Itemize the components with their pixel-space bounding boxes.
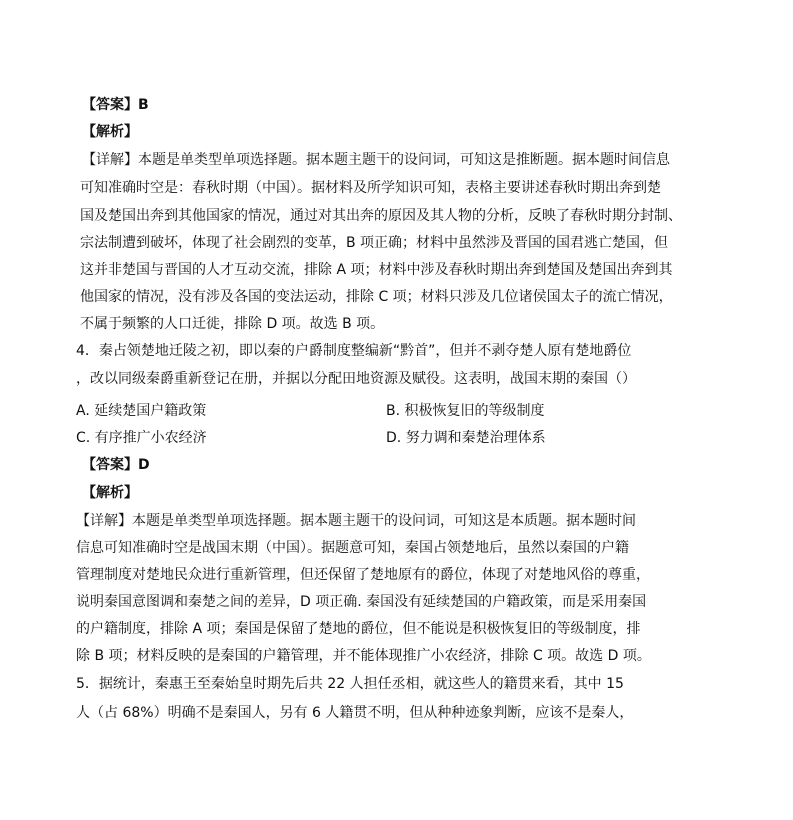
q4-stem-line-1: 4．秦占领楚地迁陵之初，即以秦的户爵制度整编新“黔首”，但并不剥夺楚人原有楚地爵位 xyxy=(76,343,632,359)
q3-detail-line-4: 宗法制遭到破坏，体现了社会剧烈的变革，B 项正确；材料中虽然涉及晋国的国君逃亡楚国，但 xyxy=(80,235,669,251)
q4-detail-line-5: 的户籍制度，排除 A 项；秦国是保留了楚地的爵位，但不能说是积极恢复旧的等级制度，排 xyxy=(76,621,641,637)
q4-detail-line-3: 管理制度对楚地民众进行重新管理，但还保留了楚地原有的爵位，体现了对楚地风俗的尊重， xyxy=(76,567,650,583)
q4-detail-line-4: 说明秦国意图调和秦楚之间的差异，D 项正确. 秦国没有延续楚国的户籍政策，而是采用秦国 xyxy=(76,594,647,610)
q3-detail-line-5: 这并非楚国与晋国的人才互动交流，排除 A 项；材料中涉及春秋时期出奔到楚国及楚国出奔到其 xyxy=(80,262,673,278)
q4-option-a: A. 延续楚国户籍政策 xyxy=(76,403,207,419)
q4-option-c: C. 有序推广小农经济 xyxy=(76,430,207,446)
q4-detail-line-2: 信息可知准确时空是战国末期（中国）。据题意可知，秦国占领楚地后，虽然以秦国的户籍 xyxy=(76,540,629,556)
q3-detail-line-1: 【详解】本题是单类型单项选择题。据本题主题干的设问词，可知这是推断题。据本题时间信息 xyxy=(82,152,670,168)
q5-stem-line-1: 5．据统计，秦惠王至秦始皇时期先后共 22 人担任丞相，就这些人的籍贯来看，其中 15 xyxy=(76,676,624,692)
q3-answer: 【答案】B xyxy=(82,97,149,113)
q5-stem-line-2: 人（占 68%）明确不是秦国人，另有 6 人籍贯不明，但从种种迹象判断，应该不是秦人， xyxy=(76,705,634,721)
q4-option-d: D. 努力调和秦楚治理体系 xyxy=(386,430,546,446)
q4-detail-line-6: 除 B 项；材料反映的是秦国的户籍管理，并不能体现推广小农经济，排除 C 项。故选 D 项。 xyxy=(76,648,651,664)
q3-detail-line-6: 他国家的情况，没有涉及各国的变法运动，排除 C 项；材料只涉及几位诸侯国太子的流亡情况， xyxy=(80,289,673,305)
q4-answer: 【答案】D xyxy=(82,457,150,473)
q4-stem-line-2: ，改以同级秦爵重新登记在册，并据以分配田地资源及赋役。这表明，战国末期的秦国（） xyxy=(76,371,636,387)
q3-detail-line-2: 可知准确时空是：春秋时期（中国）。据材料及所学知识可知，表格主要讲述春秋时期出奔到楚 xyxy=(80,180,661,196)
q3-analysis-label: 【解析】 xyxy=(82,124,138,140)
q3-detail-line-3: 国及楚国出奔到其他国家的情况，通过对其出奔的原因及其人物的分析，反映了春秋时期分封制、 xyxy=(80,208,682,224)
q4-analysis-label: 【解析】 xyxy=(82,485,138,501)
q4-option-b: B. 积极恢复旧的等级制度 xyxy=(386,403,545,419)
q3-detail-line-7: 不属于频繁的人口迁徙，排除 D 项。故选 B 项。 xyxy=(80,316,385,332)
q4-detail-line-1: 【详解】本题是单类型单项选择题。据本题主题干的设问词，可知这是本质题。据本题时间 xyxy=(76,513,636,529)
